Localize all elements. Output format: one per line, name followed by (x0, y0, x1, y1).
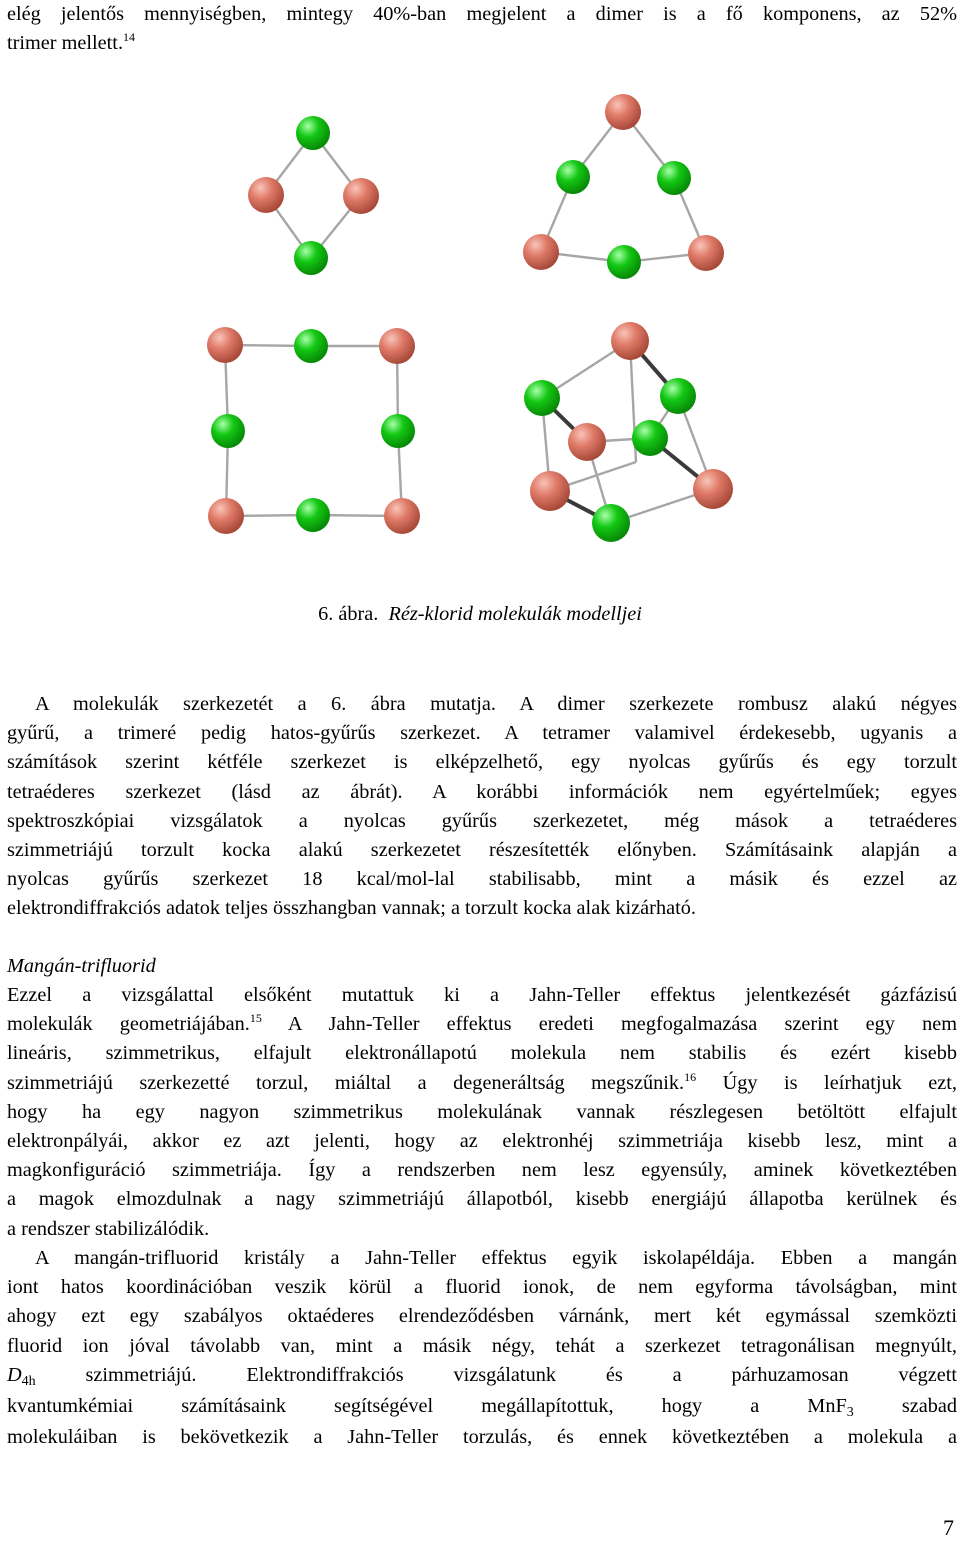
reference-15: 15 (249, 1011, 262, 1026)
reference-14: 14 (123, 30, 136, 45)
paragraph-line: gyűrű, a trimeré pedig hatos-gyűrűs szerkezet. A tetramer valamivel érdekesebb, ugyanis a (7, 722, 957, 745)
paragraph-line: kvantumkémiai számításaink segítségével megállapítottuk, hogy a MnF3 szabad (7, 1395, 958, 1421)
tetramer-ring-model (207, 327, 420, 534)
paragraph-line: Ezzel a vizsgálattal elsőként mutattuk ki a Jahn-Teller effektus jelentkezését gázfázisú (7, 984, 957, 1006)
paragraph-line: tetraéderes szerkezet (lásd az ábrát). A korábbi információk nem egyértelműek; egyes (7, 780, 957, 803)
copper-atom (693, 469, 733, 509)
chlorine-atom (524, 380, 560, 416)
paragraph-line: fluorid ion jóval távolabb van, mint a másik négy, tehát a szerkezet tetragonálisan megnyúlt, (7, 1334, 957, 1357)
paragraph-line: spektroszkópiai vizsgálatok a nyolcas gyűrűs szerkezetet, még mások a tetraéderes (7, 809, 957, 832)
paragraph-line: A molekulák szerkezetét a 6. ábra mutatja. A dimer szerkezete rombusz alakú négyes (35, 693, 957, 715)
paragraph-line: D4h szimmetriájú. Elektrondiffrakciós vizsgálatunk és a párhuzamosan végzett (7, 1363, 957, 1389)
paragraph-line: szimmetriájú torzult kocka alakú szerkezetet részesítették előnyben. Számításaink alapján a (7, 839, 957, 862)
paragraph-line: nyolcas gyűrűs szerkezet 18 kcal/mol-lal stabilisabb, mint a másik és ezzel az (7, 868, 957, 891)
chlorine-atom (294, 241, 328, 275)
copper-atom (379, 328, 415, 364)
copper-atom (208, 498, 244, 534)
paragraph-jahn-teller (7, 981, 957, 1244)
paragraph-line: lineáris, szimmetrikus, elfajult elektronállapotú molekula nem stabilis és ezért kisebb (7, 1042, 957, 1065)
page-number: 7 (943, 1515, 954, 1540)
chlorine-atom (381, 414, 415, 448)
chlorine-atom (592, 504, 630, 542)
paragraph-line: molekulák geometriájában.$^{15}$ A Jahn-Teller effektus eredeti megfogalmazása szerint egy nem (7, 1011, 958, 1036)
intro-paragraph (7, 0, 957, 58)
copper-atom (207, 327, 243, 363)
copper-atom (343, 178, 379, 214)
chlorine-atom (294, 329, 328, 363)
tetramer-cube-model (524, 322, 733, 542)
chlorine-atom (296, 498, 330, 532)
paragraph-line: elektrondiffrakciós adatok teljes összhangban vannak; a torzult kocka alak kizárható. (7, 897, 696, 920)
trimer-model (523, 94, 724, 279)
chlorine-atom (607, 245, 641, 279)
copper-atom (248, 177, 284, 213)
paragraph-line: a rendszer stabilizálódik. (7, 1217, 210, 1240)
chlorine-atom (632, 420, 668, 456)
copper-atom (688, 235, 724, 271)
copper-atom (605, 94, 641, 130)
figure-caption (0, 603, 960, 626)
paragraph-structures (7, 690, 957, 924)
copper-atom (611, 322, 649, 360)
paragraph-line: hogy ha egy nagyon szimmetrikus molekulának vannak részlegesen betöltött elfajult (7, 1100, 957, 1123)
paragraph-line: A mangán-trifluorid kristály a Jahn-Teller effektus egyik iskolapéldája. Ebben a mangán (35, 1247, 957, 1269)
paragraph-line: ahogy ezt egy szabályos oktaéderes elrendeződésben várnánk, mert két egymással szemközti (7, 1305, 957, 1328)
copper-atom (384, 498, 420, 534)
paragraph-line: molekuláiban is bekövetkezik a Jahn-Teller torzulás, és ennek következtében a molekula a (7, 1426, 957, 1449)
figure-title: Réz-klorid molekulák modelljei (388, 603, 642, 625)
chlorine-atom (211, 414, 245, 448)
chlorine-atom (657, 161, 691, 195)
point-group-symbol: D (7, 1363, 22, 1386)
reference-16: 16 (684, 1069, 697, 1084)
chlorine-atom (296, 116, 330, 150)
paragraph-line: iont hatos koordinációban veszik körül a fluorid ionok, de nem egyforma távolságban, mint (7, 1276, 957, 1299)
dimer-model (248, 116, 379, 275)
paragraph-line: magkonfiguráció szimmetriája. Így a rendszerben nem lesz egyensúly, aminek következtében (7, 1159, 957, 1182)
paragraph-mnf3 (7, 1244, 957, 1452)
section-heading: Mangán-trifluorid (7, 955, 156, 977)
paragraph-line: a magok elmozdulnak a nagy szimmetriájú állapotból, kisebb energiájú állapotba kerülnek és (7, 1188, 957, 1211)
intro-line: trimer mellett.$^{14}$ (7, 30, 136, 55)
chlorine-atom (660, 378, 696, 414)
paragraph-line: szimmetriájú szerkezetté torzul, miáltal a degeneráltság megszűnik.$^{16}$ Úgy is leírhatjuk ezt, (7, 1069, 957, 1094)
chlorine-atom (556, 160, 590, 194)
paragraph-line: elektronpályái, akkor ez azt jelenti, hogy az elektronhéj szimmetriája kisebb lesz, mint a (7, 1130, 957, 1153)
paragraph-line: számítások szerint kétféle szerkezet is elképzelhető, egy nyolcas gyűrűs és egy torzult (7, 751, 957, 774)
copper-atom (568, 423, 606, 461)
figure-number: 6. ábra. (318, 603, 379, 625)
copper-atom (523, 234, 559, 270)
copper-atom (530, 471, 570, 511)
intro-line: elég jelentős mennyiségben, mintegy 40%-ban megjelent a dimer is a fő komponens, az 52% (7, 3, 957, 25)
copper-chloride-models-figure (0, 80, 960, 560)
